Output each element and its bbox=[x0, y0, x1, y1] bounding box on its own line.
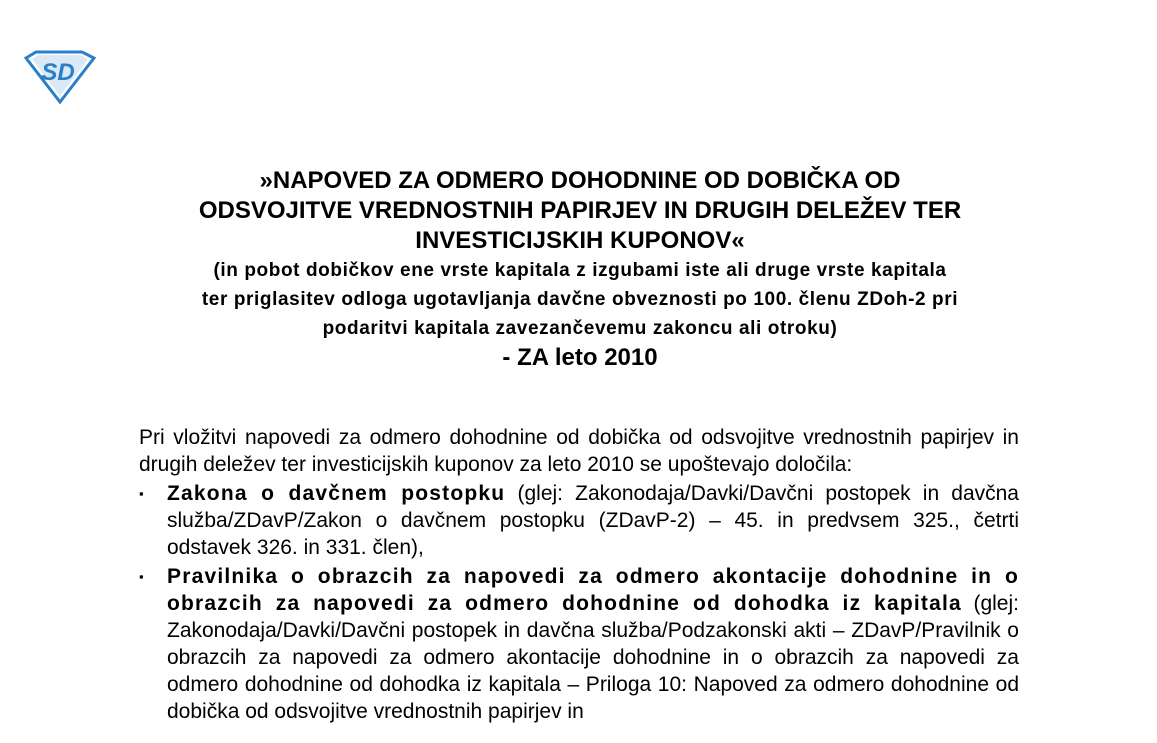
document-header bbox=[130, 166, 1030, 373]
document-subtitle: (in pobot dobičkov ene vrste kapitala z izgubami iste ali druge vrste kapitala ter priglasitev odloga ugotavljanja davčne obveznosti po 100. členu ZDoh-2 pri podaritvi kapitala zavezančevemu zakoncu ali otroku) bbox=[201, 260, 959, 339]
document-title: »NAPOVED ZA ODMERO DOHODNINE OD DOBIČKA OD ODSVOJITVE VREDNOSTNIH PAPIRJEV IN DRUGIH DELEŽEV TER INVESTICIJSKIH KUPONOV« bbox=[198, 167, 962, 254]
sd-logo-icon bbox=[22, 50, 96, 104]
document-body bbox=[139, 424, 1019, 725]
document-year-line: - ZA leto 2010 bbox=[502, 344, 658, 371]
bullet-icon: ▪ bbox=[139, 569, 144, 584]
regulation-name: Pravilnika o obrazcih za napovedi za odmero akontacije dohodnine in o obrazcih za napovedi za odmero dohodnine od dohodka iz kapitala bbox=[167, 565, 1019, 615]
intro-paragraph: Pri vložitvi napovedi za odmero dohodnine od dobička od odsvojitve vrednostnih papirjev in drugih deležev ter investicijskih kuponov za leto 2010 se upoštevajo določila: bbox=[139, 426, 1019, 476]
logo-text: SD bbox=[41, 59, 75, 86]
bullet-list bbox=[139, 480, 1019, 725]
regulation-reference-text: (glej: Zakonodaja/Davki/Davčni postopek in davčna služba/Podzakonski akti – ZDavP/Pravilnik o obrazcih za napovedi za odmero akontacije dohodnine in o obrazcih za napovedi za odmero dohodnine od dohodka iz kapitala – Priloga 10: Napoved za odmero dohodnine od dobička od odsvojitve vrednostnih papirjev in bbox=[167, 592, 1019, 723]
list-item bbox=[139, 563, 1019, 725]
sd-shield-logo-icon bbox=[22, 50, 96, 104]
bullet-icon: ▪ bbox=[139, 486, 144, 501]
law-reference-text: (glej: Zakonodaja/Davki/Davčni postopek in davčna služba/ZDavP/Zakon o davčnem postopku (ZDavP-2) – 45. in predvsem 325., četrti odstavek 326. in 331. člen), bbox=[167, 482, 1019, 559]
list-item bbox=[139, 480, 1019, 561]
law-name: Zakona o davčnem postopku bbox=[167, 482, 506, 505]
